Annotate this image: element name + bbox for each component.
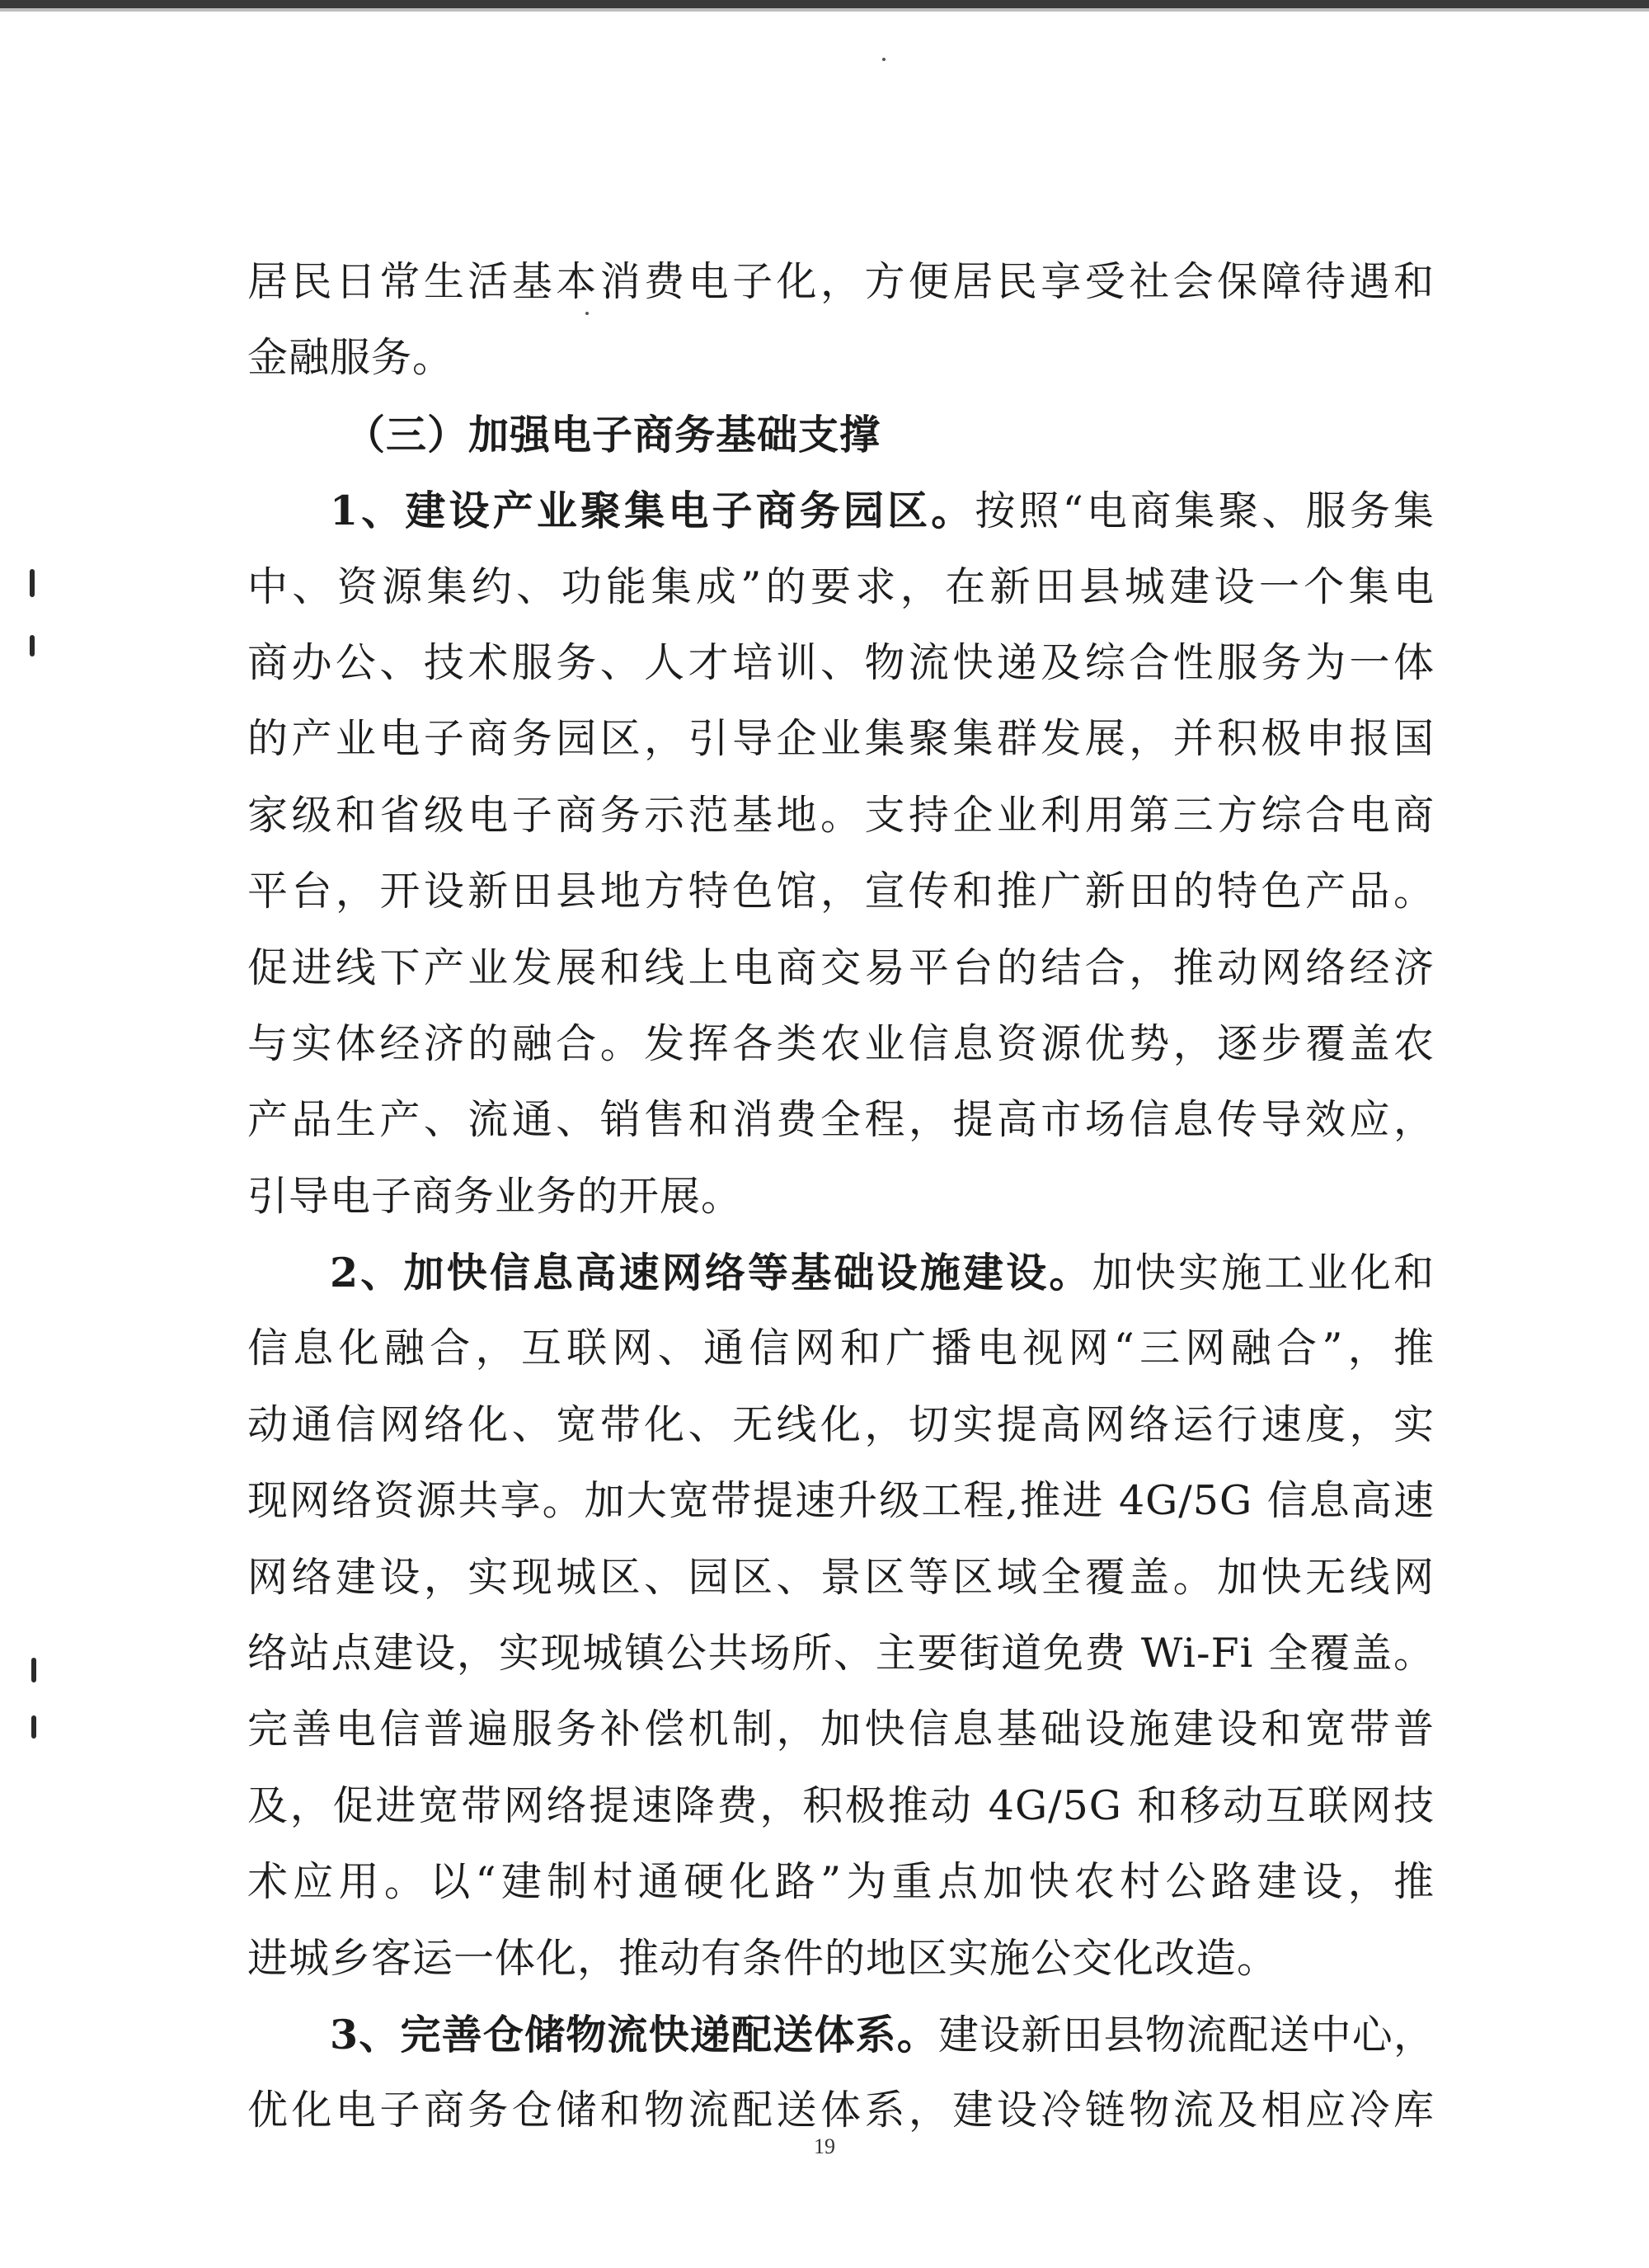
scan-top-edge <box>0 0 1649 8</box>
text-line: 网络建设，实现城区、园区、景区等区域全覆盖。加快无线网 <box>247 1553 1435 1601</box>
text-line <box>247 473 1435 548</box>
text-line: 产品生产、流通、销售和消费全程，提高市场信息传导效应， <box>247 1096 1435 1144</box>
text-line: 优化电子商务仓储和物流配送体系，建设冷链物流及相应冷库 <box>247 2087 1435 2134</box>
text-line: 及，促进宽带网络提速降费，积极推动 4G/5G 和移动互联网技 <box>247 1781 1435 1829</box>
text-line: 动通信网络化、宽带化、无线化，切实提高网络运行速度，实 <box>247 1400 1435 1448</box>
text-line: 平台，开设新田县地方特色馆，宣传和推广新田的特色产品。 <box>247 868 1435 915</box>
binding-mark-2 <box>30 635 35 656</box>
paragraph-social-security <box>247 244 1435 397</box>
text-line: 的产业电子商务园区，引导企业集聚集群发展，并积极申报国 <box>247 715 1435 763</box>
text-line: 完善电信普遍服务补偿机制，加快信息基础设施建设和宽带普 <box>247 1706 1435 1753</box>
text-line: 商办公、技术服务、人才培训、物流快递及综合性服务为一体 <box>247 638 1435 686</box>
binding-mark-3 <box>31 1658 36 1682</box>
text-line: 进城乡客运一体化，推动有条件的地区实施公交化改造。 <box>247 1934 1279 1982</box>
text-line <box>247 1235 1435 1310</box>
text-line: 术应用。以“建制村通硬化路”为重点加快农村公路建设，推 <box>247 1858 1435 1906</box>
text-span: 加快实施工业化和 <box>1092 1249 1435 1297</box>
paragraph-logistics <box>247 1997 1435 2149</box>
text-line: 与实体经济的融合。发挥各类农业信息资源优势，逐步覆盖农 <box>247 1019 1435 1067</box>
text-line <box>247 1997 1435 2073</box>
text-line: 络站点建设，实现城镇公共场所、主要街道免费 Wi-Fi 全覆盖。 <box>247 1630 1435 1677</box>
item-heading: 2、加快信息高速网络等基础设施建设。 <box>330 1249 1092 1297</box>
page-number: 19 <box>814 2134 835 2158</box>
text-line: 家级和省级电子商务示范基地。支持企业利用第三方综合电商 <box>247 791 1435 839</box>
text-span: 建设新田县物流配送中心， <box>937 2011 1435 2059</box>
section-heading: （三）加强电子商务基础支撑 <box>345 410 881 459</box>
text-line: 信息化融合，互联网、通信网和广播电视网“三网融合”，推 <box>247 1325 1435 1372</box>
text-line: 促进线下产业发展和线上电商交易平台的结合，推动网络经济 <box>247 943 1435 991</box>
text-span: 按照“电商集聚、服务集 <box>975 487 1435 535</box>
binding-mark-4 <box>31 1715 36 1739</box>
binding-mark-1 <box>30 569 35 597</box>
document-body <box>247 244 1435 2149</box>
scan-speck <box>882 58 886 61</box>
scan-top-edge-shadow <box>0 8 1649 12</box>
paragraph-ecommerce-park <box>247 473 1435 1235</box>
text-line: 金融服务。 <box>247 334 454 382</box>
item-heading: 1、建设产业聚集电子商务园区。 <box>330 487 975 535</box>
item-heading: 3、完善仓储物流快递配送体系。 <box>330 2010 938 2059</box>
text-line: 引导电子商务业务的开展。 <box>247 1172 743 1220</box>
text-line: 居民日常生活基本消费电子化，方便居民享受社会保障待遇和 <box>247 258 1435 305</box>
text-line: 现网络资源共享。加大宽带提速升级工程,推进 4G/5G 信息高速 <box>247 1477 1435 1525</box>
paragraph-network-infrastructure <box>247 1235 1435 1997</box>
text-line: 中、资源集约、功能集成”的要求，在新田县城建设一个集电 <box>247 562 1435 610</box>
